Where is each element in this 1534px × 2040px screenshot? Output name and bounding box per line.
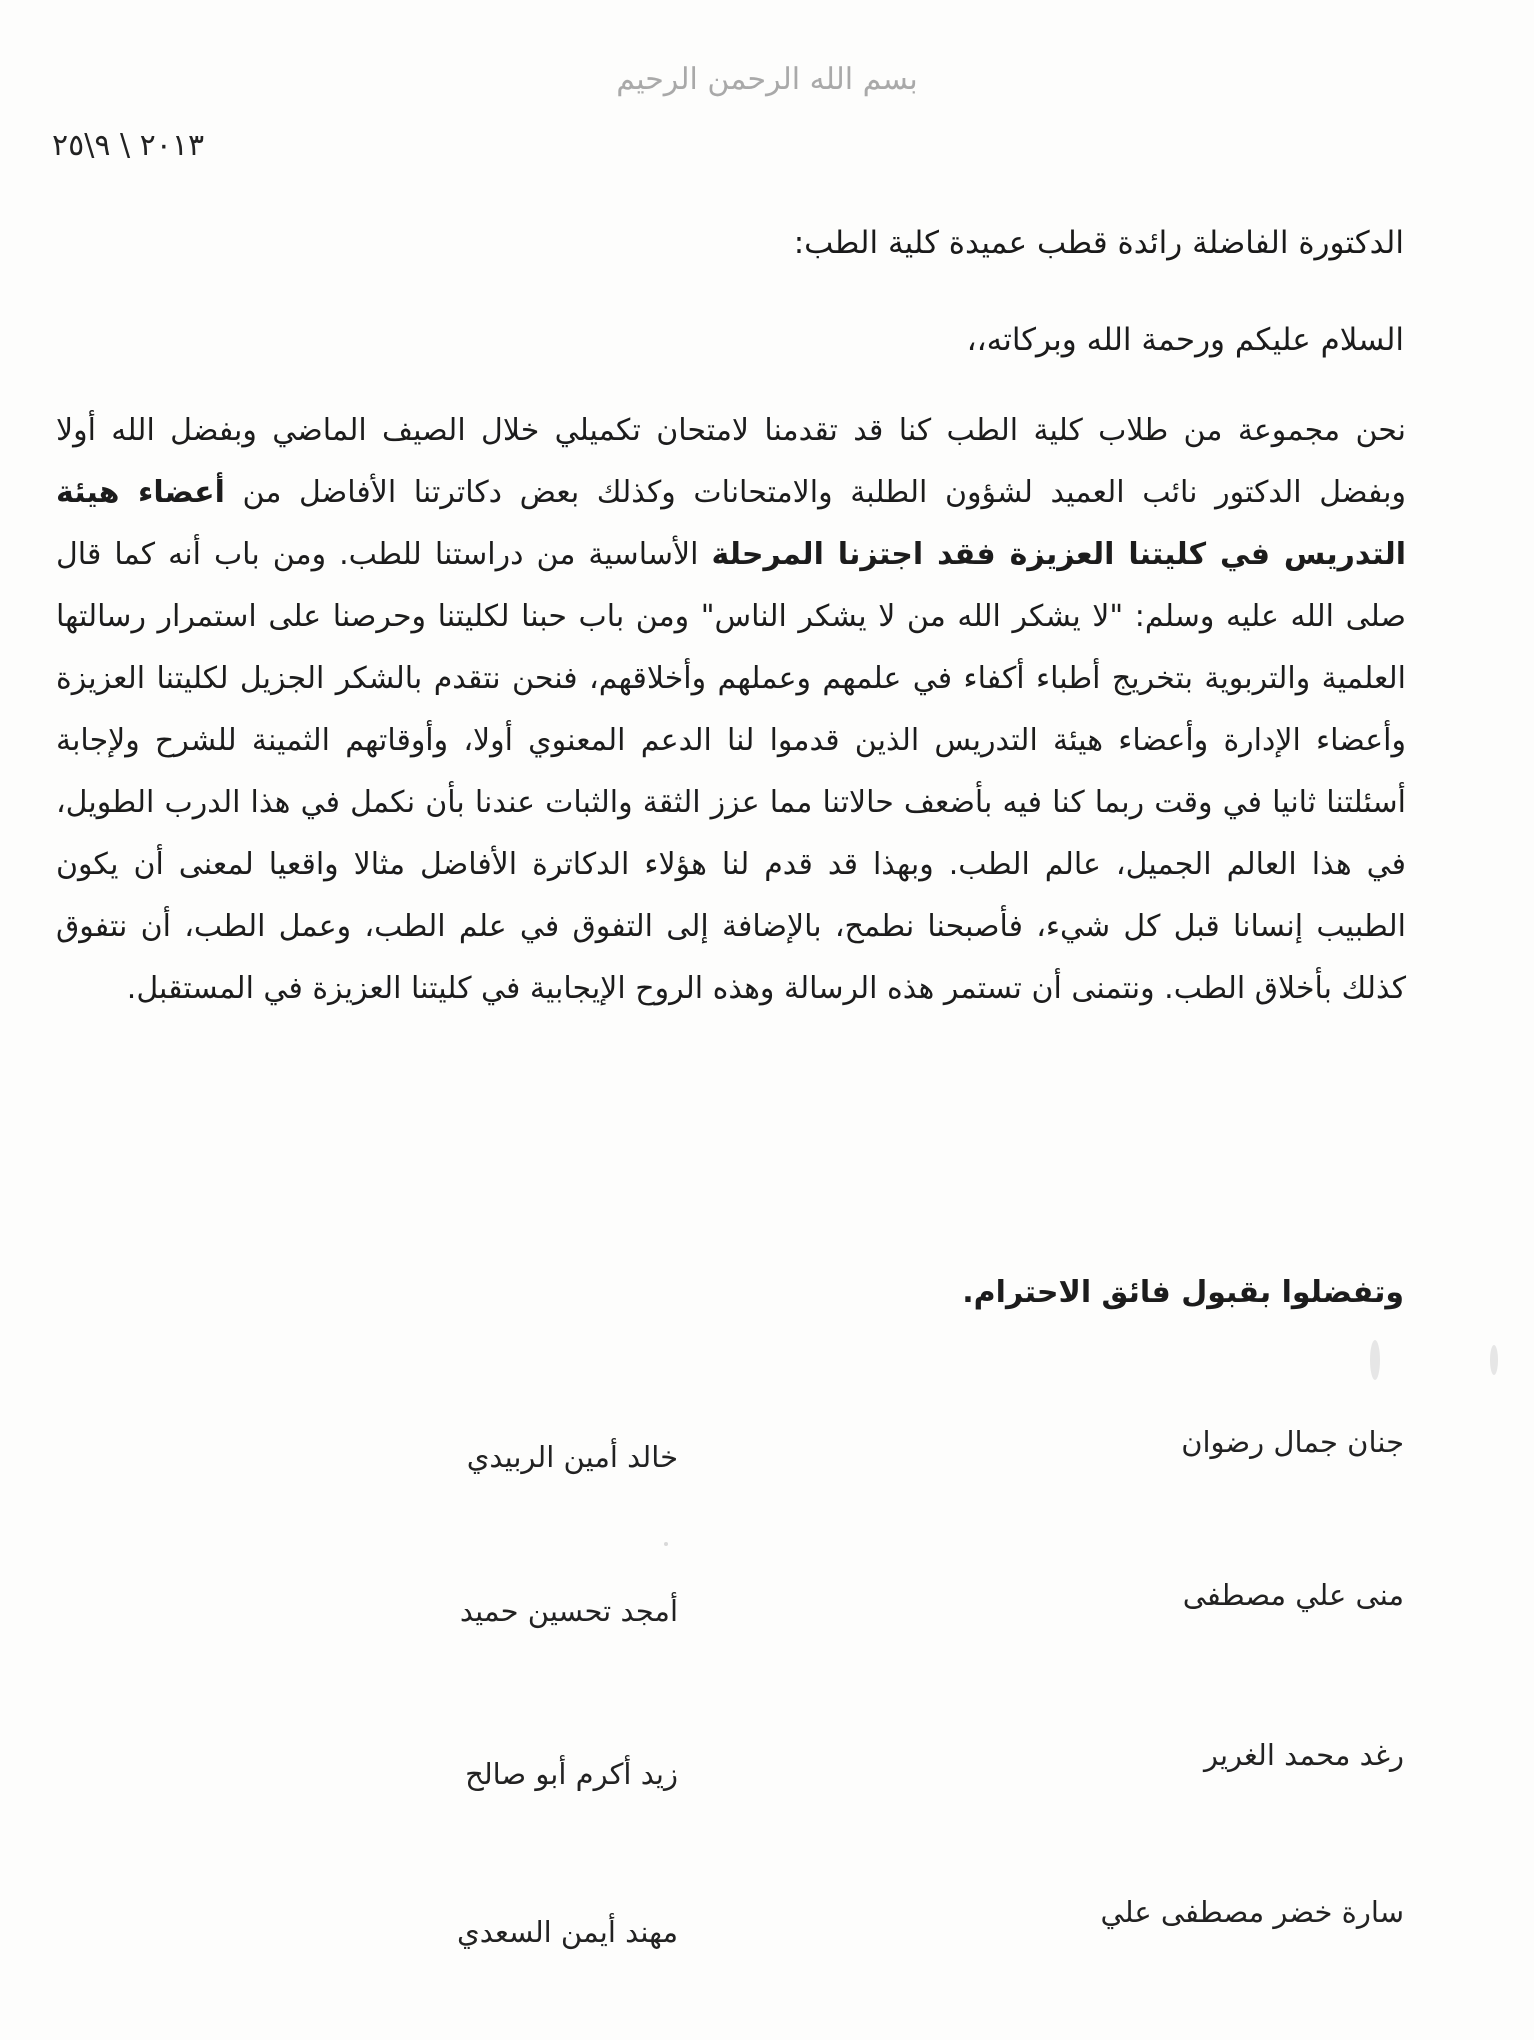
signatory-name: سارة خضر مصطفى علي (1100, 1895, 1404, 1929)
signatory-name: مهند أيمن السعدي (457, 1915, 678, 1949)
scan-speck (1490, 1345, 1498, 1375)
signatory-name: أمجد تحسين حميد (459, 1594, 678, 1628)
addressee-line: الدكتورة الفاضلة رائدة قطب عميدة كلية الطب: (793, 225, 1404, 261)
scan-speck (1370, 1340, 1380, 1380)
body-paragraph-rest: الأساسية من دراستنا للطب. ومن باب أنه كما قال صلى الله عليه وسلم: "لا يشكر الله من لا يشكر الناس" ومن باب حبنا لكليتنا وحرصنا على استمرار رسالتها العلمية والتربوية بتخريج أطباء أكفاء في علمهم وعملهم وأخلاقهم، فنحن نتقدم بالشكر الجزيل لكليتنا العزيزة وأعضاء الإدارة وأعضاء هيئة التدريس الذين قدموا لنا الدعم المعنوي أولا، وأوقاتهم الثمينة للشرح ولإجابة أسئلتنا ثانيا في وقت ربما كنا فيه بأضعف حالاتنا مما عزز الثقة والثبات عندنا بأن نكمل في هذا الدرب الطويل، في هذا العالم الجميل، عالم الطب. وبهذا قد قدم لنا هؤلاء الدكاترة الأفاضل مثالا واقعيا لمعنى أن يكون الطبيب إنسانا قبل كل شيء، فأصبحنا نطمح، بالإضافة إلى التفوق في علم الطب، وعمل الطب، أن نتفوق كذلك بأخلاق الطب. ونتمنى أن تستمر هذه الرسالة وهذه الروح الإيجابية في كليتنا العزيزة في المستقبل. (56, 537, 1406, 1006)
signatory-name: رغد محمد الغرير (1203, 1738, 1404, 1772)
signatory-name: خالد أمين الربيدي (466, 1440, 678, 1474)
signatory-name: جنان جمال رضوان (1181, 1425, 1404, 1459)
scan-speck (664, 1542, 668, 1546)
body-emphasis: أعضاء هيئة التدريس في كليتنا العزيزة فقد اجتزنا المرحلة (56, 475, 1406, 572)
letter-body (56, 400, 1406, 1020)
body-paragraph-start: نحن مجموعة من طلاب كلية الطب كنا قد تقدمنا لامتحان تكميلي خلال الصيف الماضي وبفضل الله أولا وبفضل الدكتور نائب العميد لشؤون الطلبة والامتحانات وكذلك بعض دكاترتنا الأفاضل من (56, 413, 1406, 510)
greeting-line: السلام عليكم ورحمة الله وبركاته،، (966, 322, 1404, 358)
basmala-header: بسم الله الرحمن الرحيم (616, 62, 918, 97)
closing-line: وتفضلوا بقبول فائق الاحترام. (962, 1275, 1404, 1310)
signatory-name: منى علي مصطفى (1182, 1578, 1404, 1612)
signatory-name: زيد أكرم أبو صالح (465, 1757, 678, 1791)
letter-date: ٢٠١٣ \ ٩\٢٥ (52, 128, 205, 163)
